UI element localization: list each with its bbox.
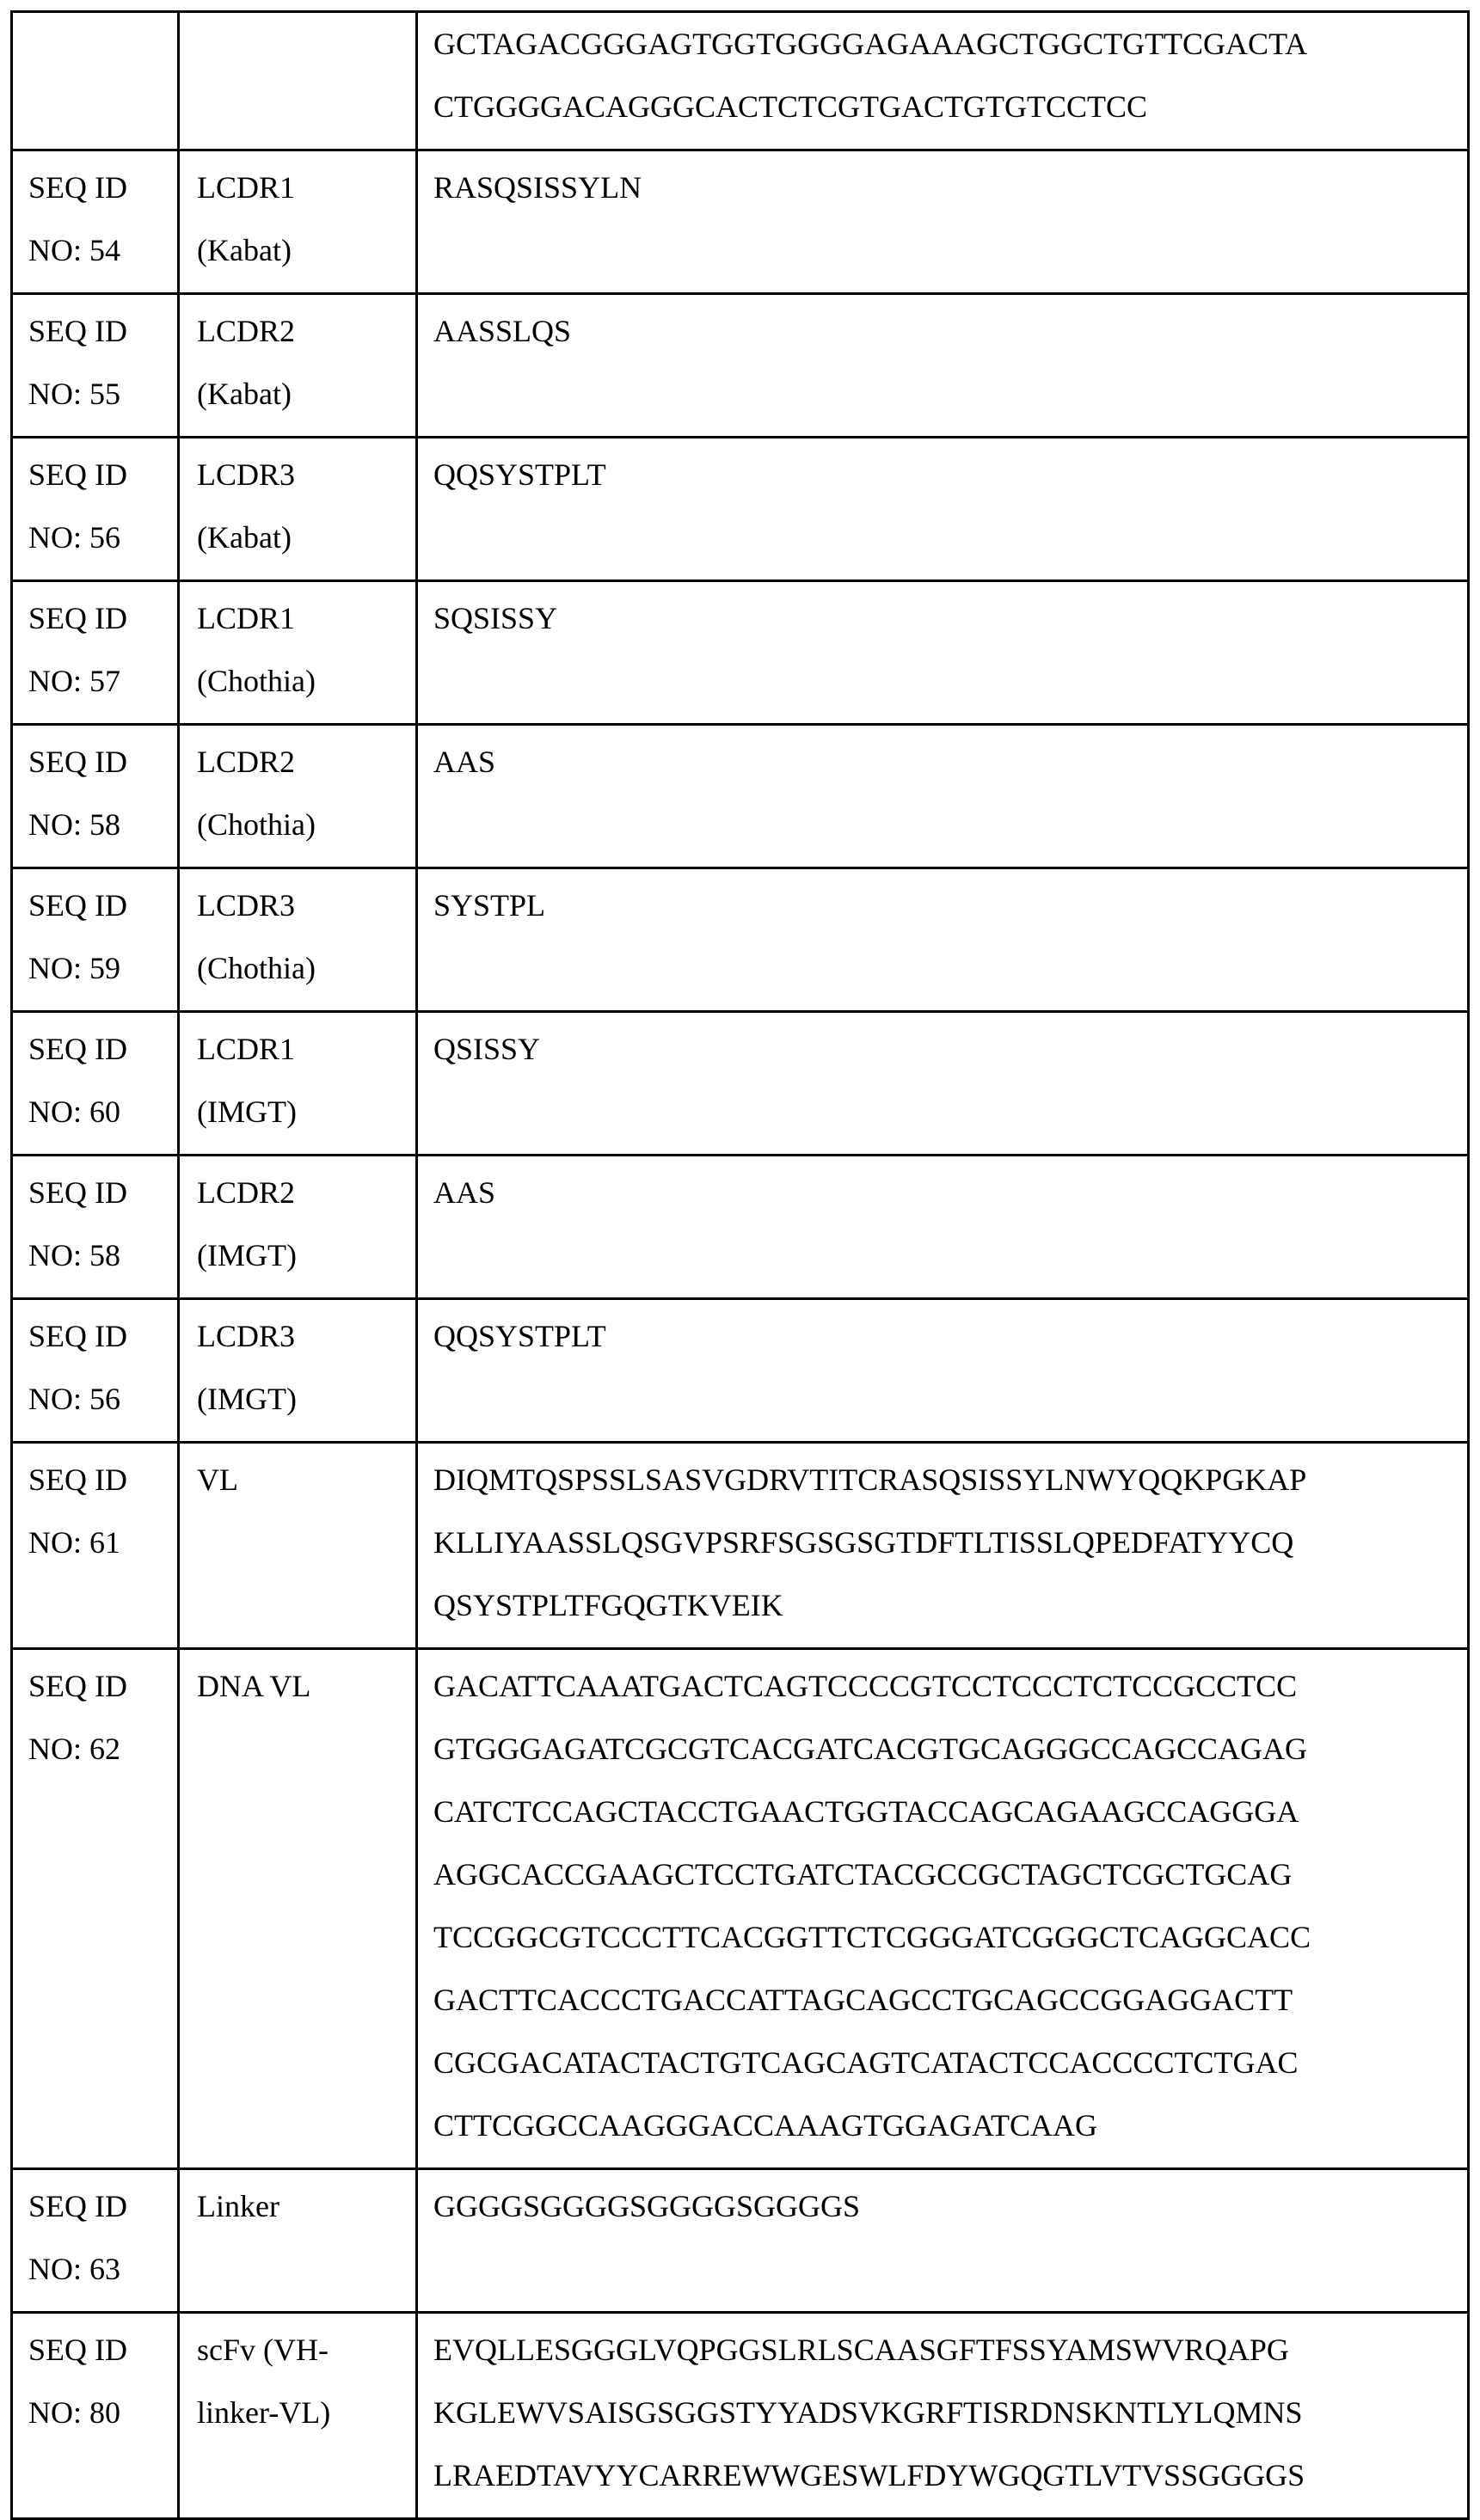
sequence-line bbox=[433, 506, 1459, 569]
sequence-line: EVQLLESGGGLVQPGGSLRLSCAASGFTFSSYAMSWVRQAPG bbox=[433, 2333, 1289, 2367]
description-line bbox=[197, 76, 415, 138]
sequence-line: CATCTCCAGCTACCTGAACTGGTACCAGCAGAAGCCAGGGA bbox=[433, 1794, 1299, 1829]
sequence-line bbox=[433, 219, 1459, 282]
seq-id-line: SEQ ID bbox=[28, 2333, 127, 2367]
seq-id-line: NO: 60 bbox=[28, 1094, 120, 1129]
sequence-line: GCTAGACGGGAGTGGTGGGGAGAAAGCTGGCTGTTCGACTA bbox=[433, 27, 1308, 61]
sequence-cell bbox=[417, 1156, 1469, 1299]
sequence-line: QSYSTPLTFGQGTKVEIK bbox=[433, 1588, 783, 1622]
table-row bbox=[12, 1012, 1469, 1156]
sequence-line bbox=[433, 794, 1459, 856]
description-cell bbox=[179, 2313, 417, 2519]
sequence-line: RASQSISSYLN bbox=[433, 170, 642, 205]
description-cell bbox=[179, 2169, 417, 2313]
sequence-line bbox=[433, 650, 1459, 713]
table-row bbox=[12, 868, 1469, 1012]
description-cell bbox=[179, 150, 417, 294]
description-line: (IMGT) bbox=[197, 1382, 297, 1416]
seq-id-line: NO: 80 bbox=[28, 2395, 120, 2430]
sequence-line: TCCGGCGTCCCTTCACGGTTCTCGGGATCGGGCTCAGGCACC bbox=[433, 1920, 1311, 1954]
sequence-line: DIQMTQSPSSLSASVGDRVTITCRASQSISSYLNWYQQKPGKAP bbox=[433, 1462, 1307, 1497]
seq-id-cell bbox=[12, 1299, 179, 1443]
table-row bbox=[12, 1443, 1469, 1649]
seq-id-cell bbox=[12, 1012, 179, 1156]
seq-id-cell bbox=[12, 294, 179, 438]
seq-id-line: NO: 62 bbox=[28, 1732, 120, 1766]
table-row bbox=[12, 581, 1469, 725]
description-line: (Chothia) bbox=[197, 664, 316, 698]
table-row bbox=[12, 1649, 1469, 2169]
seq-id-line: SEQ ID bbox=[28, 1669, 127, 1703]
sequence-cell bbox=[417, 581, 1469, 725]
sequence-cell bbox=[417, 438, 1469, 581]
sequence-line bbox=[433, 1224, 1459, 1287]
description-cell bbox=[179, 438, 417, 581]
description-line: LCDR1 bbox=[197, 170, 296, 205]
sequence-line: GTGGGAGATCGCGTCACGATCACGTGCAGGGCCAGCCAGAG bbox=[433, 1732, 1308, 1766]
sequence-cell bbox=[417, 294, 1469, 438]
sequence-line bbox=[433, 1368, 1459, 1431]
sequence-line: CTTCGGCCAAGGGACCAAAGTGGAGATCAAG bbox=[433, 2108, 1098, 2143]
seq-id-line: NO: 55 bbox=[28, 377, 120, 411]
description-cell bbox=[179, 1443, 417, 1649]
sequence-line: AASSLQS bbox=[433, 314, 572, 348]
description-line: LCDR2 bbox=[197, 745, 296, 779]
sequence-line: LRAEDTAVYYCARREWWGESWLFDYWGQGTLVTVSSGGGGS bbox=[433, 2458, 1305, 2492]
sequence-line: SYSTPL bbox=[433, 888, 546, 923]
table-row bbox=[12, 2313, 1469, 2519]
seq-id-line: NO: 59 bbox=[28, 951, 120, 985]
sequence-cell bbox=[417, 150, 1469, 294]
description-line bbox=[197, 1718, 415, 1781]
table-row bbox=[12, 1299, 1469, 1443]
sequence-line: AAS bbox=[433, 1175, 496, 1210]
sequence-line: QSISSY bbox=[433, 1032, 541, 1066]
description-cell bbox=[179, 1012, 417, 1156]
table-row bbox=[12, 2169, 1469, 2313]
description-cell bbox=[179, 1299, 417, 1443]
seq-id-cell bbox=[12, 12, 179, 150]
description-line: scFv (VH- bbox=[197, 2333, 329, 2367]
seq-id-cell bbox=[12, 1649, 179, 2169]
description-cell bbox=[179, 294, 417, 438]
seq-id-line: SEQ ID bbox=[28, 1319, 127, 1353]
table-row bbox=[12, 725, 1469, 868]
seq-id-line: SEQ ID bbox=[28, 601, 127, 635]
seq-id-cell bbox=[12, 438, 179, 581]
description-line: LCDR3 bbox=[197, 457, 296, 492]
sequence-cell bbox=[417, 1299, 1469, 1443]
sequence-line: CGCGACATACTACTGTCAGCAGTCATACTCCACCCCTCTGAC bbox=[433, 2045, 1299, 2080]
description-line: LCDR1 bbox=[197, 601, 296, 635]
description-cell bbox=[179, 12, 417, 150]
description-line bbox=[197, 2238, 415, 2301]
table-row bbox=[12, 294, 1469, 438]
seq-id-cell bbox=[12, 581, 179, 725]
description-line: DNA VL bbox=[197, 1669, 311, 1703]
table-row bbox=[12, 438, 1469, 581]
description-line: (Kabat) bbox=[197, 233, 292, 267]
sequence-table-body bbox=[12, 12, 1469, 2519]
seq-id-line: SEQ ID bbox=[28, 888, 127, 923]
sequence-line: SQSISSY bbox=[433, 601, 558, 635]
seq-id-line: NO: 63 bbox=[28, 2252, 120, 2286]
table-row bbox=[12, 150, 1469, 294]
seq-id-line: SEQ ID bbox=[28, 314, 127, 348]
sequence-table bbox=[10, 10, 1470, 2520]
sequence-line: GGGGSGGGGSGGGGSGGGGS bbox=[433, 2189, 861, 2223]
seq-id-line: SEQ ID bbox=[28, 745, 127, 779]
sequence-line: CTGGGGACAGGGCACTCTCGTGACTGTGTCCTCC bbox=[433, 89, 1148, 124]
sequence-cell bbox=[417, 2169, 1469, 2313]
seq-id-line: SEQ ID bbox=[28, 1175, 127, 1210]
sequence-cell bbox=[417, 1649, 1469, 2169]
seq-id-line: SEQ ID bbox=[28, 170, 127, 205]
description-line: LCDR1 bbox=[197, 1032, 296, 1066]
description-cell bbox=[179, 581, 417, 725]
seq-id-line: SEQ ID bbox=[28, 1032, 127, 1066]
table-row bbox=[12, 1156, 1469, 1299]
sequence-line: QQSYSTPLT bbox=[433, 457, 606, 492]
description-line: LCDR3 bbox=[197, 888, 296, 923]
seq-id-cell bbox=[12, 1443, 179, 1649]
table-row bbox=[12, 12, 1469, 150]
description-line bbox=[197, 1511, 415, 1574]
sequence-line: KGLEWVSAISGSGGSTYYADSVKGRFTISRDNSKNTLYLQMNS bbox=[433, 2395, 1303, 2430]
description-cell bbox=[179, 868, 417, 1012]
sequence-cell bbox=[417, 1443, 1469, 1649]
sequence-line: AGGCACCGAAGCTCCTGATCTACGCCGCTAGCTCGCTGCAG bbox=[433, 1857, 1293, 1892]
description-line: (Chothia) bbox=[197, 951, 316, 985]
description-line: Linker bbox=[197, 2189, 279, 2223]
seq-id-cell bbox=[12, 1156, 179, 1299]
description-cell bbox=[179, 1156, 417, 1299]
description-line: (Kabat) bbox=[197, 377, 292, 411]
sequence-line: KLLIYAASSLQSGVPSRFSGSGSGTDFTLTISSLQPEDFATYYCQ bbox=[433, 1525, 1294, 1560]
seq-id-line: SEQ ID bbox=[28, 1462, 127, 1497]
description-line: (IMGT) bbox=[197, 1238, 297, 1272]
seq-id-cell bbox=[12, 150, 179, 294]
description-line: (Kabat) bbox=[197, 520, 292, 555]
sequence-line bbox=[433, 1081, 1459, 1144]
sequence-line bbox=[433, 937, 1459, 1000]
sequence-line: AAS bbox=[433, 745, 496, 779]
description-line: (Chothia) bbox=[197, 807, 316, 842]
sequence-line: QQSYSTPLT bbox=[433, 1319, 606, 1353]
sequence-cell bbox=[417, 1012, 1469, 1156]
description-line: LCDR2 bbox=[197, 1175, 296, 1210]
seq-id-line: NO: 56 bbox=[28, 1382, 120, 1416]
sequence-line: GACTTCACCCTGACCATTAGCAGCCTGCAGCCGGAGGACTT bbox=[433, 1983, 1293, 2017]
seq-id-cell bbox=[12, 2169, 179, 2313]
description-cell bbox=[179, 725, 417, 868]
seq-id-line bbox=[28, 13, 177, 76]
description-line: LCDR2 bbox=[197, 314, 296, 348]
seq-id-line: NO: 58 bbox=[28, 807, 120, 842]
sequence-line bbox=[433, 363, 1459, 426]
description-line: VL bbox=[197, 1462, 238, 1497]
sequence-cell bbox=[417, 725, 1469, 868]
seq-id-line: SEQ ID bbox=[28, 2189, 127, 2223]
sequence-cell bbox=[417, 2313, 1469, 2519]
seq-id-line: NO: 57 bbox=[28, 664, 120, 698]
seq-id-line: NO: 56 bbox=[28, 520, 120, 555]
sequence-cell bbox=[417, 12, 1469, 150]
seq-id-line: NO: 61 bbox=[28, 1525, 120, 1560]
seq-id-line: NO: 58 bbox=[28, 1238, 120, 1272]
seq-id-cell bbox=[12, 725, 179, 868]
description-cell bbox=[179, 1649, 417, 2169]
seq-id-line: SEQ ID bbox=[28, 457, 127, 492]
description-line: LCDR3 bbox=[197, 1319, 296, 1353]
seq-id-line bbox=[28, 76, 177, 138]
seq-id-line: NO: 54 bbox=[28, 233, 120, 267]
seq-id-cell bbox=[12, 868, 179, 1012]
sequence-line: GACATTCAAATGACTCAGTCCCCGTCCTCCCTCTCCGCCTCC bbox=[433, 1669, 1298, 1703]
description-line: linker-VL) bbox=[197, 2395, 331, 2430]
seq-id-cell bbox=[12, 2313, 179, 2519]
description-line: (IMGT) bbox=[197, 1094, 297, 1129]
description-line bbox=[197, 13, 415, 76]
sequence-line bbox=[433, 2238, 1459, 2301]
sequence-cell bbox=[417, 868, 1469, 1012]
